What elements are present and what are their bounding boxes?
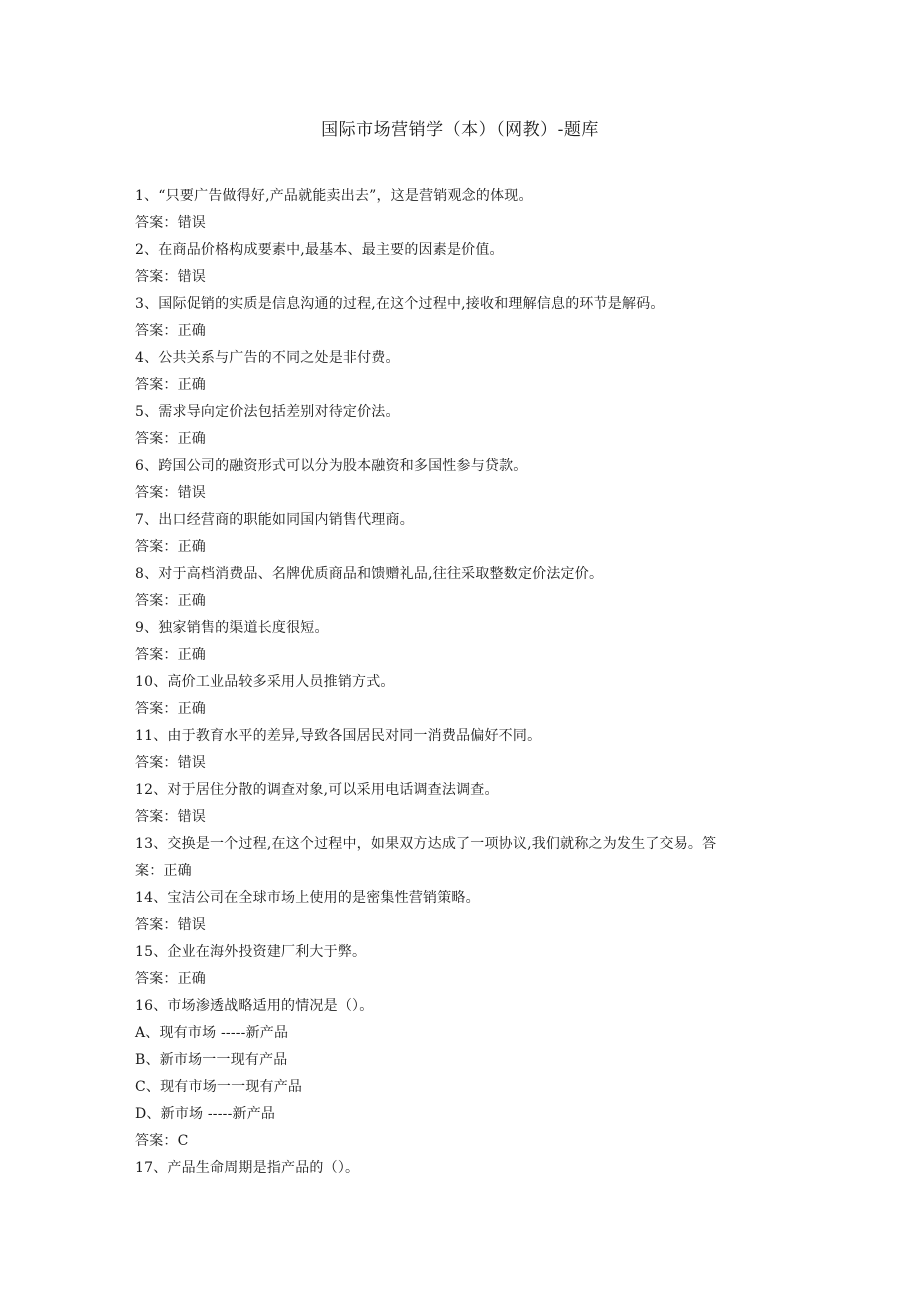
question-text: 14、宝洁公司在全球市场上使用的是密集性营销策略。 <box>135 890 480 906</box>
question-text: 12、对于居住分散的调查对象,可以采用电话调查法调查。 <box>135 782 499 798</box>
question-text: 1、“只要广告做得好,产品就能卖出去”，这是营销观念的体现。 <box>135 188 533 204</box>
answer-text: 答案：正确 <box>135 971 206 987</box>
option-text: C、现有市场一一现有产品 <box>135 1079 303 1095</box>
answer-text: 答案：错误 <box>135 485 206 501</box>
question-list <box>135 183 785 1182</box>
answer-text: 答案：正确 <box>135 701 206 717</box>
question-text: 5、需求导向定价法包括差别对待定价法。 <box>135 404 400 420</box>
question-text: 8、对于高档消费品、名牌优质商品和馈赠礼品,往往采取整数定价法定价。 <box>135 566 604 582</box>
question-text: 15、企业在海外投资建厂利大于弊。 <box>135 944 367 960</box>
question-text: 11、由于教育水平的差异,导致各国居民对同一消费品偏好不同。 <box>135 728 542 744</box>
answer-text: 答案：正确 <box>135 431 206 447</box>
question-text: 3、国际促销的实质是信息沟通的过程,在这个过程中,接收和理解信息的环节是解码。 <box>135 296 665 312</box>
option-text: B、新市场一一现有产品 <box>135 1052 288 1068</box>
document-title: 国际市场营销学（本）（网教）-题库 <box>321 120 599 140</box>
question-text: 7、出口经营商的职能如同国内销售代理商。 <box>135 512 414 528</box>
answer-text: 答案：正确 <box>135 647 206 663</box>
question-text: 9、独家销售的渠道长度很短。 <box>135 620 329 636</box>
answer-text: 答案：正确 <box>135 377 206 393</box>
question-text: 10、高价工业品较多采用人员推销方式。 <box>135 674 395 690</box>
question-text: 16、市场渗透战略适用的情况是（）。 <box>135 998 374 1014</box>
answer-text: 答案：错误 <box>135 215 206 231</box>
question-text: 4、公共关系与广告的不同之处是非付费。 <box>135 350 400 366</box>
question-text: 6、跨国公司的融资形式可以分为股本融资和多国性参与贷款。 <box>135 458 528 474</box>
answer-text: 答案：正确 <box>135 539 206 555</box>
answer-text: 答案：错误 <box>135 917 206 933</box>
question-text: 17、产品生命周期是指产品的（）。 <box>135 1160 360 1176</box>
answer-text: 答案：错误 <box>135 755 206 771</box>
question-text: 13、交换是一个过程,在这个过程中，如果双方达成了一项协议,我们就称之为发生了交易。答 <box>135 836 717 852</box>
question-text: 2、在商品价格构成要素中,最基本、最主要的因素是价值。 <box>135 242 504 258</box>
answer-text: 答案：错误 <box>135 809 206 825</box>
option-text: D、新市场 -----新产品 <box>135 1106 276 1122</box>
answer-text: 答案：正确 <box>135 323 206 339</box>
answer-text: 答案：正确 <box>135 593 206 609</box>
answer-text: 答案：C <box>135 1133 189 1149</box>
answer-text: 答案：错误 <box>135 269 206 285</box>
answer-text: 案：正确 <box>135 863 192 879</box>
option-text: A、现有市场 -----新产品 <box>135 1025 289 1041</box>
